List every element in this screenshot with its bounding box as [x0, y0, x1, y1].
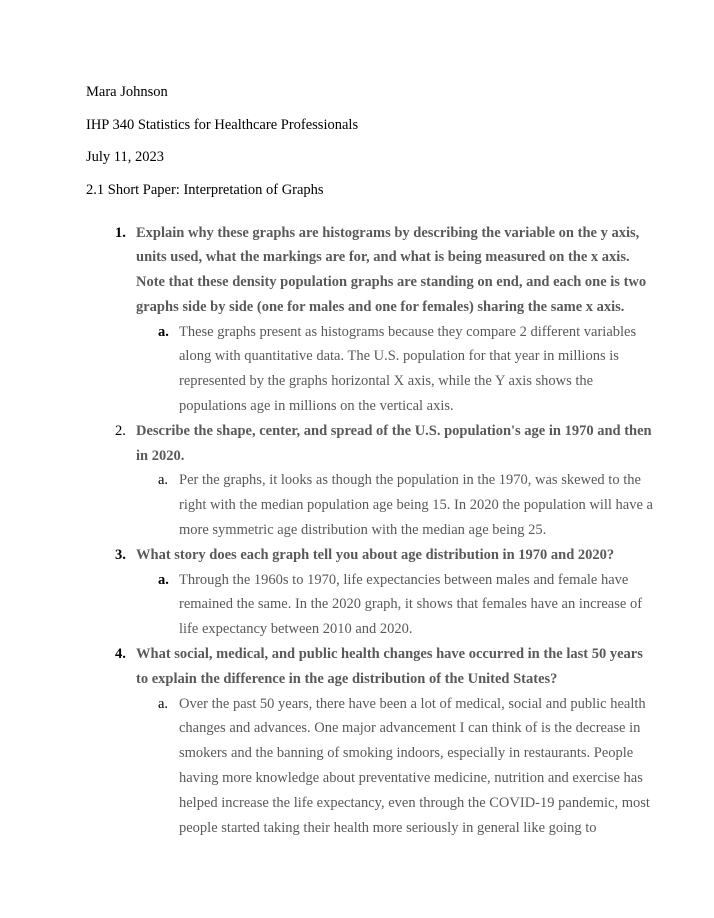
course-name: IHP 340 Statistics for Healthcare Professionals — [86, 116, 359, 133]
question-number: 1. — [115, 224, 126, 241]
question-item — [86, 543, 654, 642]
answer-item — [136, 692, 654, 841]
question-number: 2. — [115, 422, 126, 439]
question-text: Explain why these graphs are histograms by describing the variable on the y axis, units used, what the markings are for, and what is being measured on the x axis. Note that these density population graphs are standing on end, and each one is two graphs side by side (one for males and one for females) sharing the same x axis. — [136, 224, 647, 315]
author-name: Mara Johnson — [86, 84, 168, 100]
answer-item — [136, 468, 654, 542]
answer-text: These graphs present as histograms because they compare 2 different variables along with quantitative data. The U.S. population for that year in millions is represented by the graphs horizontal X axis, while the Y axis shows the populations age in millions on the vertical axis. — [179, 323, 637, 415]
question-list — [86, 221, 654, 841]
question-item — [86, 221, 654, 419]
answer-letter: a. — [158, 323, 169, 340]
question-item — [86, 642, 654, 840]
question-text: What social, medical, and public health changes have occurred in the last 50 years to explain the difference in the age distribution of the United States? — [136, 646, 643, 687]
answer-item — [136, 568, 654, 642]
answer-text: Per the graphs, it looks as though the population in the 1970, was skewed to the right with the median population age being 15. In 2020 the population will have a more symmetric age distribution with the median age being 25. — [179, 472, 653, 539]
answer-letter: a. — [158, 472, 169, 489]
question-text: Describe the shape, center, and spread of the U.S. population's age in 1970 and then in 2020. — [136, 422, 652, 464]
answer-letter: a. — [158, 571, 169, 588]
question-text: What story does each graph tell you about age distribution in 1970 and 2020? — [136, 546, 615, 563]
answer-text: Over the past 50 years, there have been a lot of medical, social and public health changes and advances. One major advancement I can think of is the decrease in smokers and the banning of smoking indoors, especially in restaurants. People having more knowledge about preventative medicine, nutrition and exercise has helped increase the life expectancy, even through the COVID-19 pandemic, most people started taking their health more seriously in general like going to — [179, 695, 650, 836]
question-item — [86, 419, 654, 543]
question-number: 3. — [115, 546, 126, 563]
answer-text: Through the 1960s to 1970, life expectancies between males and female have remained the same. In the 2020 graph, it shows that females have an increase of life expectancy between 2010 and 2020. — [179, 571, 643, 638]
answer-item — [136, 320, 654, 419]
document-title: 2.1 Short Paper: Interpretation of Graphs — [86, 181, 324, 198]
answer-letter: a. — [158, 695, 169, 712]
question-number: 4. — [115, 646, 126, 663]
document-date: July 11, 2023 — [86, 149, 165, 165]
